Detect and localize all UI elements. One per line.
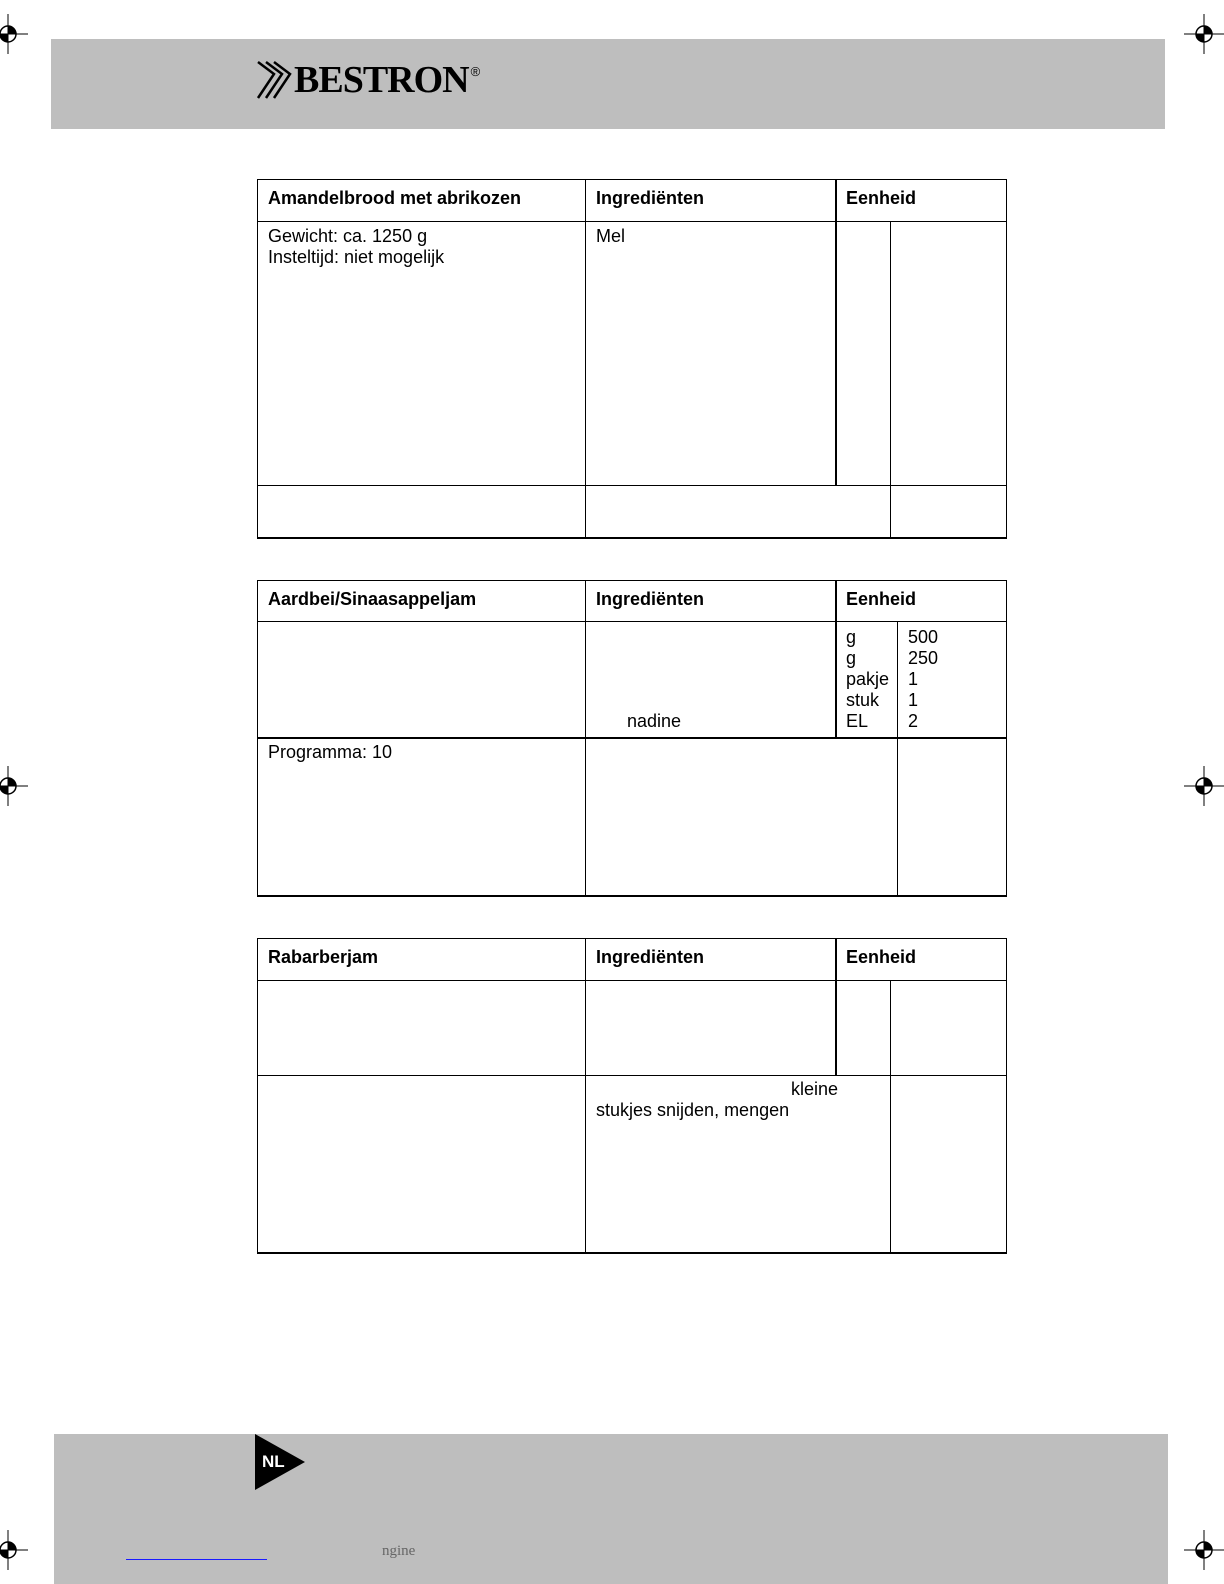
registration-mark-icon <box>1184 14 1224 54</box>
ingredient-item: Mel <box>596 226 626 246</box>
unit-header: Eenheid <box>846 947 917 967</box>
info-time: Insteltijd: niet mogelijk <box>268 247 445 267</box>
amount-cell: 1 <box>908 669 919 689</box>
unit-cell: EL <box>846 711 869 731</box>
amount-cell: 250 <box>908 648 939 668</box>
ingredient-fragment: nadine <box>627 711 682 731</box>
registration-mark-icon <box>0 1530 28 1570</box>
language-label: NL <box>262 1452 285 1471</box>
brand-logo <box>256 60 480 100</box>
unit-header: Eenheid <box>846 589 917 609</box>
unit-cell: stuk <box>846 690 880 710</box>
amount-cell: 1 <box>908 690 919 710</box>
unit-cell: pakje <box>846 669 890 689</box>
brand-name: BESTRON <box>294 59 469 101</box>
step-text: kleine <box>791 1079 839 1099</box>
registration-mark-icon <box>1184 1530 1224 1570</box>
amount-cell: 500 <box>908 627 939 647</box>
program-info: Programma: 10 <box>268 742 393 762</box>
step-text: stukjes snijden, mengen <box>596 1100 790 1120</box>
header-band <box>51 39 1165 129</box>
registration-mark-icon <box>0 766 28 806</box>
unit-cell: g <box>846 627 857 647</box>
logo-chevrons-icon <box>256 60 292 100</box>
amount-cell: 2 <box>908 711 919 731</box>
table-title: Rabarberjam <box>268 947 379 967</box>
registration-mark-icon <box>1184 766 1224 806</box>
unit-cell: g <box>846 648 857 668</box>
ingredients-header: Ingrediënten <box>596 188 705 208</box>
brand-registered: ® <box>470 64 481 79</box>
footer-link-underline[interactable] <box>126 1559 267 1560</box>
unit-header: Eenheid <box>846 188 917 208</box>
ingredients-header: Ingrediënten <box>596 947 705 967</box>
table-title: Amandelbrood met abrikozen <box>268 188 522 208</box>
table-title: Aardbei/Sinaasappeljam <box>268 589 477 609</box>
ingredients-header: Ingrediënten <box>596 589 705 609</box>
registration-mark-icon <box>0 14 28 54</box>
footer-band <box>54 1434 1168 1584</box>
footer-fragment: ngine <box>382 1543 416 1559</box>
info-weight: Gewicht: ca. 1250 g <box>268 226 428 246</box>
